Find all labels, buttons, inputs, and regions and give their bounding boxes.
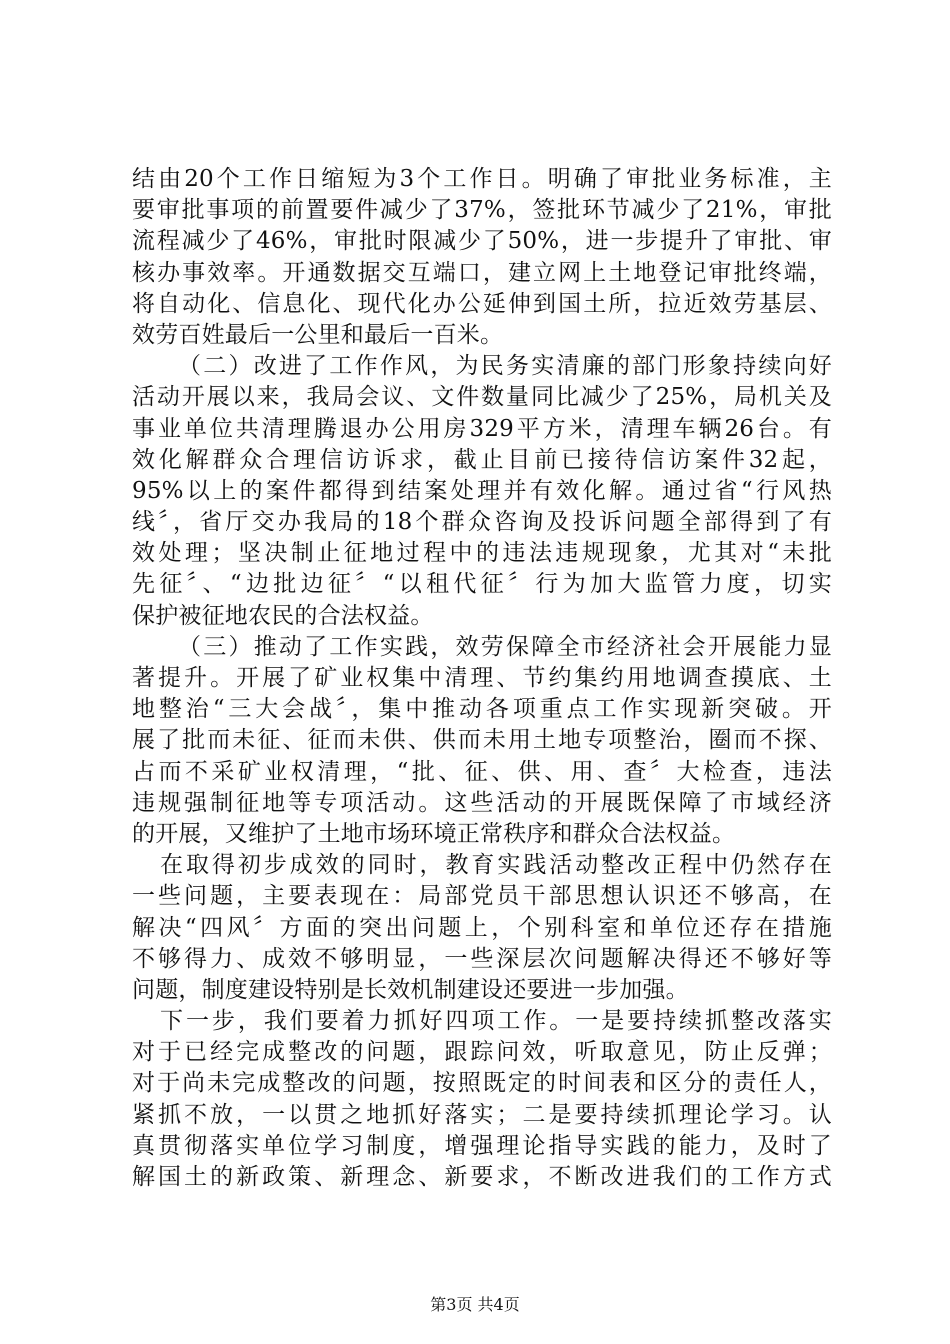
- text-line: 将自动化、信息化、现代化办公延伸到国土所，拉近效劳基层、: [132, 290, 832, 317]
- text-line: 效化解群众合理信访诉求，截止目前已接待信访案件32起，: [132, 446, 832, 473]
- text-line: 对于已经完成整改的问题，跟踪问效，听取意见，防止反弹；: [132, 1039, 832, 1066]
- text-line: 著提升。开展了矿业权集中清理、节约集约用地调查摸底、土: [132, 665, 832, 691]
- text-line: 的开展，又维护了土地市场环境正常秩序和群众合法权益。: [132, 820, 736, 847]
- text-line: 先征〞、“边批边征〞“以租代征〞行为加大监管力度，切实: [132, 571, 832, 598]
- text-line: 要审批事项的前置要件减少了37%，签批环节减少了21%，审批: [132, 197, 832, 224]
- text-line: 问题，制度建设特别是长效机制建设还要进一步加强。: [132, 976, 689, 1003]
- text-line: 结由20个工作日缩短为3个工作日。明确了审批业务标准，主: [132, 166, 832, 192]
- text-line: 一些问题，主要表现在：局部党员干部思想认识还不够高，在: [132, 883, 832, 910]
- document-body: [132, 164, 832, 1193]
- text-line: 活动开展以来，我局会议、文件数量同比减少了25%，局机关及: [132, 384, 832, 411]
- text-line: 违规强制征地等专项活动。这些活动的开展既保障了市域经济: [132, 789, 832, 816]
- text-line: 不够得力、成效不够明显，一些深层次问题解决得还不够好等: [132, 945, 832, 972]
- text-line: 对于尚未完成整改的问题，按照既定的时间表和区分的责任人，: [132, 1070, 832, 1097]
- text-line: 解决“四风〞方面的突出问题上，个别科室和单位还存在措施: [132, 914, 832, 941]
- text-line: 真贯彻落实单位学习制度，增强理论指导实践的能力，及时了: [132, 1132, 832, 1159]
- section-heading-line: （三）推动了工作实践，效劳保障全市经济社会开展能力显: [178, 633, 832, 660]
- text-line: 线〞，省厅交办我局的18个群众咨询及投诉问题全部得到了有: [132, 509, 832, 536]
- text-line: 占而不采矿业权清理，“批、征、供、用、查〞大检查，违法: [132, 758, 832, 785]
- paragraph-start-line: 下一步，我们要着力抓好四项工作。一是要持续抓整改落实: [160, 1008, 832, 1035]
- text-line: 地整治“三大会战〞，集中推动各项重点工作实现新突破。开: [132, 696, 832, 723]
- text-line: 事业单位共清理腾退办公用房329平方米，清理车辆26台。有: [132, 415, 832, 442]
- text-line: 效劳百姓最后一公里和最后一百米。: [132, 321, 504, 348]
- text-line: 流程减少了46%，审批时限减少了50%，进一步提升了审批、审: [132, 228, 832, 255]
- page-number-footer: 第3页 共4页: [430, 1295, 520, 1314]
- paragraph-start-line: 在取得初步成效的同时，教育实践活动整改正程中仍然存在: [160, 852, 832, 879]
- text-line: 解国土的新政策、新理念、新要求，不断改进我们的工作方式: [132, 1164, 832, 1190]
- text-line: 效处理；坚决制止征地过程中的违法违规现象，尤其对“未批: [132, 540, 832, 567]
- text-line: 95%以上的案件都得到结案处理并有效化解。通过省“行风热: [132, 477, 832, 504]
- text-line: 紧抓不放，一以贯之地抓好落实；二是要持续抓理论学习。认: [132, 1101, 832, 1128]
- text-line: 保护被征地农民的合法权益。: [132, 602, 434, 629]
- section-heading-line: （二）改进了工作作风，为民务实清廉的部门形象持续向好: [178, 353, 832, 380]
- text-line: 展了批而未征、征而未供、供而未用土地专项整治，圈而不探、: [132, 727, 832, 754]
- text-line: 核办事效率。开通数据交互端口，建立网上土地登记审批终端，: [132, 259, 832, 286]
